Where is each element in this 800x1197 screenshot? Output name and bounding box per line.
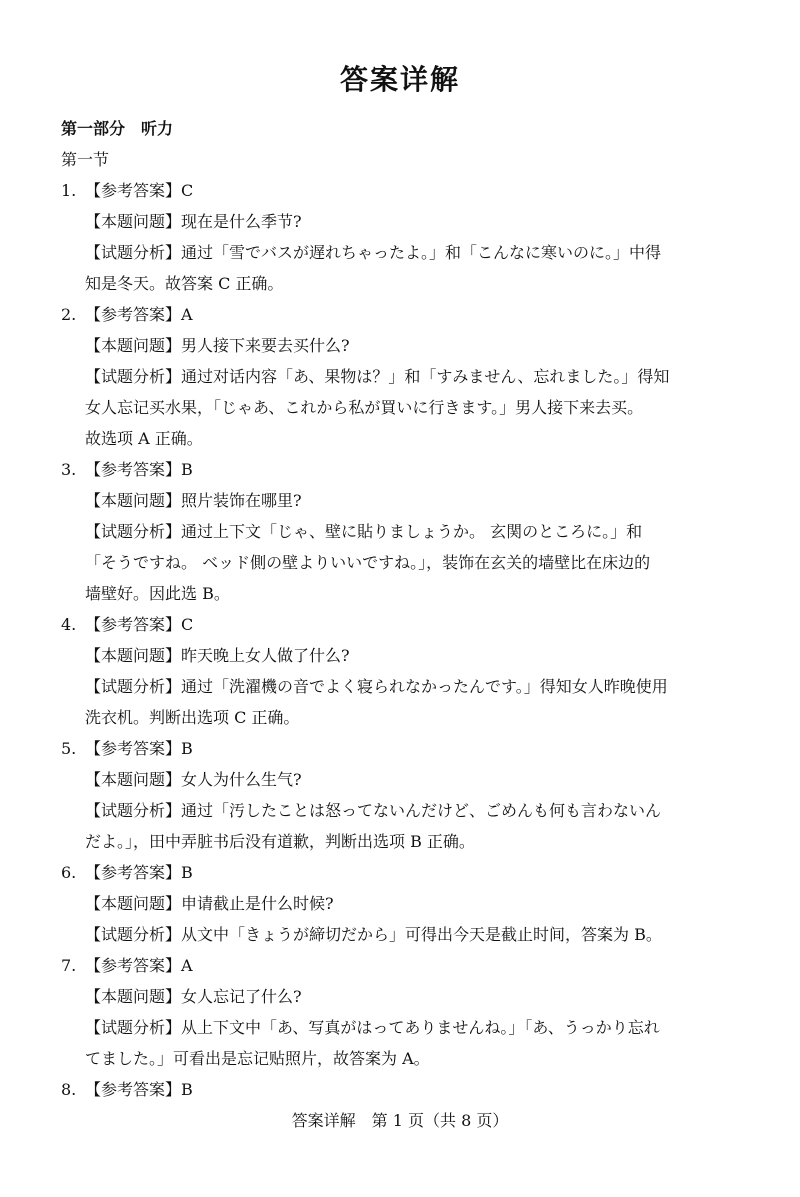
part-heading: 第一部分 听力 [61, 119, 174, 138]
answer-label: 【参考答案】 [85, 460, 182, 479]
analysis-label: 【试题分析】 [85, 522, 182, 541]
question-line [61, 330, 751, 361]
answer-line [61, 299, 751, 330]
analysis-text: 从上下文中「あ、写真がはってありませんね。」「あ、うっかり忘れ [181, 1018, 660, 1037]
analysis-label: 【试题分析】 [85, 243, 182, 262]
analysis-text: 从文中「きょうが締切だから」可得出今天是截止时间，答案为 B。 [181, 925, 662, 944]
question-line [61, 485, 751, 516]
answer-line [61, 733, 751, 764]
question-label: 【本题问题】 [85, 646, 182, 665]
answer-value: B [181, 863, 193, 882]
analysis-continuation: てました。」可看出是忘记贴照片，故答案为 A。 [85, 1049, 430, 1068]
answer-label: 【参考答案】 [85, 956, 182, 975]
analysis-line [61, 919, 751, 950]
analysis-text: 通过上下文「じゃ、壁に貼りましょうか。 玄関のところに。」和 [181, 522, 643, 541]
question-label: 【本题问题】 [85, 894, 182, 913]
item-number: 2. [61, 305, 77, 324]
answer-value: A [181, 956, 193, 975]
question-line [61, 640, 751, 671]
answer-value: B [181, 1080, 193, 1099]
question-label: 【本题问题】 [85, 770, 182, 789]
answer-line [61, 1074, 751, 1105]
question-label: 【本题问题】 [85, 336, 182, 355]
question-label: 【本题问题】 [85, 987, 182, 1006]
answer-label: 【参考答案】 [85, 863, 182, 882]
answer-label: 【参考答案】 [85, 1080, 182, 1099]
analysis-label: 【试题分析】 [85, 1018, 182, 1037]
answer-line [61, 857, 751, 888]
item-number: 6. [61, 863, 77, 882]
answer-item [61, 609, 751, 733]
analysis-text: 通过「洗濯機の音でよく寝られなかったんです。」得知女人昨晚使用 [181, 677, 668, 696]
question-text: 照片装饰在哪里? [181, 491, 302, 510]
answer-item [61, 857, 751, 950]
answer-value: B [181, 460, 193, 479]
answer-value: C [181, 615, 194, 634]
question-line [61, 981, 751, 1012]
answer-value: B [181, 739, 193, 758]
question-line [61, 888, 751, 919]
analysis-continuation: だよ。」，田中弄脏书后没有道歉，判断出选项 B 正确。 [85, 832, 475, 851]
analysis-label: 【试题分析】 [85, 367, 182, 386]
analysis-line [61, 516, 751, 547]
analysis-continuation: 「そうですね。 ベッド側の壁よりいいですね。」，装饰在玄关的墙壁比在床边的 [85, 553, 651, 572]
answer-item [61, 1074, 751, 1105]
answer-item [61, 950, 751, 1074]
answer-item [61, 175, 751, 299]
item-number: 4. [61, 615, 77, 634]
page-title: 答案详解 [339, 63, 460, 96]
analysis-line [61, 361, 751, 392]
answer-item [61, 733, 751, 857]
answer-item [61, 299, 751, 454]
question-text: 女人忘记了什么? [181, 987, 302, 1006]
answer-label: 【参考答案】 [85, 615, 182, 634]
item-number: 8. [61, 1080, 77, 1099]
analysis-continuation: 洗衣机。判断出选项 C 正确。 [85, 708, 300, 727]
item-number: 3. [61, 460, 77, 479]
answer-line [61, 175, 751, 206]
answer-line [61, 609, 751, 640]
analysis-label: 【试题分析】 [85, 801, 182, 820]
answer-label: 【参考答案】 [85, 181, 182, 200]
question-text: 男人接下来要去买什么? [181, 336, 350, 355]
answer-item [61, 454, 751, 609]
analysis-continuation: 墙壁好。因此选 B。 [85, 584, 230, 603]
analysis-label: 【试题分析】 [85, 677, 182, 696]
question-text: 申请截止是什么时候? [181, 894, 334, 913]
item-number: 7. [61, 956, 77, 975]
answer-line [61, 454, 751, 485]
answer-label: 【参考答案】 [85, 739, 182, 758]
question-line [61, 206, 751, 237]
question-text: 现在是什么季节? [181, 212, 302, 231]
question-text: 昨天晚上女人做了什么? [181, 646, 350, 665]
item-number: 5. [61, 739, 77, 758]
analysis-continuation: 故选项 A 正确。 [85, 429, 203, 448]
analysis-continuation: 知是冬天。故答案 C 正确。 [85, 274, 284, 293]
answer-label: 【参考答案】 [85, 305, 182, 324]
question-label: 【本题问题】 [85, 212, 182, 231]
analysis-line [61, 237, 751, 268]
analysis-continuation: 女人忘记买水果，「じゃあ、これから私が買いに行きます。」男人接下来去买。 [85, 398, 644, 417]
analysis-text: 通过「汚したことは怒ってないんだけど、ごめんも何も言わないん [181, 801, 662, 820]
question-label: 【本题问题】 [85, 491, 182, 510]
analysis-text: 通过「雪でバスが遅れちゃったよ。」和「こんなに寒いのに。」中得 [181, 243, 662, 262]
analysis-text: 通过对话内容「あ、果物は？」和「すみません、忘れました。」得知 [181, 367, 670, 386]
answer-value: C [181, 181, 194, 200]
answer-value: A [181, 305, 193, 324]
analysis-line [61, 795, 751, 826]
answer-line [61, 950, 751, 981]
analysis-label: 【试题分析】 [85, 925, 182, 944]
question-line [61, 764, 751, 795]
analysis-line [61, 671, 751, 702]
content-body [61, 113, 751, 1105]
question-text: 女人为什么生气? [181, 770, 302, 789]
item-number: 1. [61, 181, 77, 200]
section-heading: 第一节 [61, 150, 110, 169]
analysis-line [61, 1012, 751, 1043]
page-footer: 答案详解 第 1 页（共 8 页） [291, 1111, 509, 1130]
